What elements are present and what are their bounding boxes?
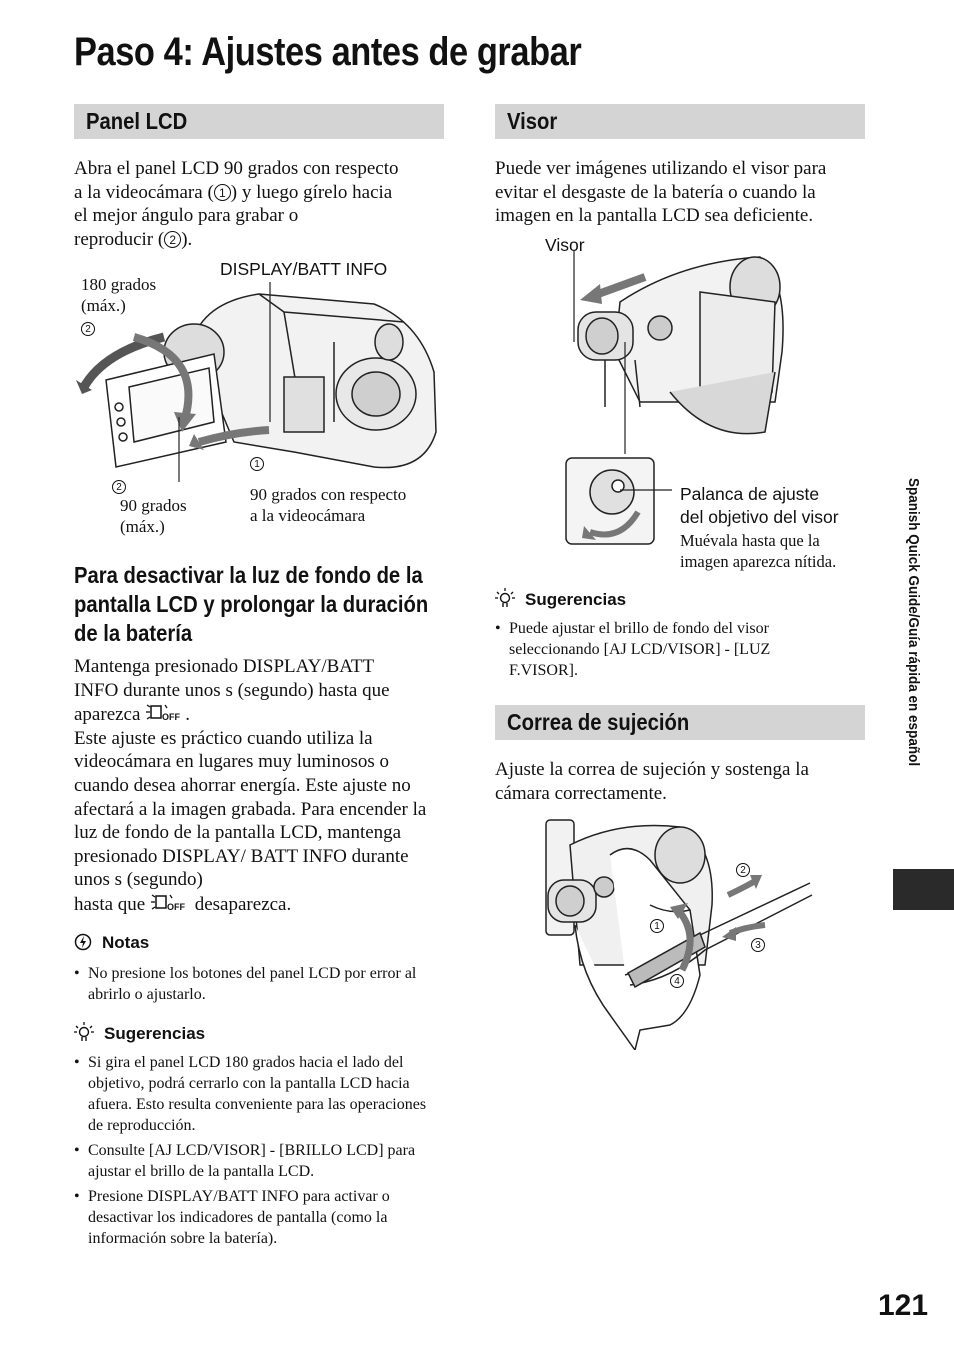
backlight-instructions: Mantenga presionado DISPLAY/BATT INFO durante unos s (segundo) hasta que aparezca OFF . Este ajuste es práctico cuando utiliza la videocámara en lugares muy luminosos o cuando desea ahorrar energía. Este ajuste no afectará a la imagen grabada. Para encender la luz de fondo de la pantalla LCD, mantenga presionado DISPLAY/ BATT INFO durante unos s (segundo) hasta que OFF desaparezca. [74, 656, 427, 915]
section-header-strap [495, 705, 865, 740]
intro-line: Abra el panel LCD 90 grados con respecto [74, 158, 399, 179]
intro-line: a la videocámara ( 1 ) y luego gírelo hacia [74, 181, 393, 203]
svg-text:OFF: OFF [166, 901, 185, 912]
section-header-panel-lcd [74, 104, 444, 139]
backlight-off-icon [145, 702, 185, 722]
note-icon [74, 933, 92, 951]
svg-text:OFF: OFF [162, 712, 181, 723]
lightbulb-icon [495, 587, 515, 609]
strap-circle-1: 1 [650, 916, 664, 934]
label-180-degrees: 180 grados (máx.) 2 [81, 275, 157, 335]
intro-line: reproducir ( 2 ). [74, 228, 193, 250]
visor-text: Puede ver imágenes utilizando el visor para evitar el desgaste de la batería o cuando la imagen en la pantalla LCD sea deficiente. [495, 158, 827, 227]
step-number-1: 1 [214, 184, 231, 201]
circle-2: 2 [81, 322, 95, 336]
camcorder-strap-illustration [540, 815, 820, 1050]
strap-circle-3: 3 [751, 935, 765, 953]
page-number: 121 [878, 1289, 929, 1322]
step-number-2: 2 [164, 231, 181, 248]
label-display-batt-info: DISPLAY/BATT INFO [220, 259, 388, 279]
side-tab-marker [893, 869, 954, 910]
section-title: Panel LCD [86, 108, 188, 134]
strap-circle-2: 2 [736, 860, 750, 878]
strap-text: Ajuste la correa de sujeción y sostenga la cámara correctamente. [495, 759, 809, 804]
backlight-subheading: Para desactivar la luz de fondo de la pantalla LCD y prolongar la duración de la batería [74, 562, 429, 646]
intro-line: el mejor ángulo para grabar o [74, 205, 299, 227]
circle-1: 1 [250, 454, 264, 472]
tips-heading: Sugerencias [495, 587, 626, 610]
list-item: • Si gira el panel LCD 180 grados hacia el lado del objetivo, podrá cerrarlo con la pantalla LCD hacia afuera. Esto resulta conveniente para las operaciones de reproducción. [74, 1052, 444, 1136]
label-lever: Palanca de ajuste del objetivo del visor Muévala hasta que la imagen aparezca nítida. [680, 484, 839, 571]
label-90-degrees-camera: 90 grados con respecto a la videocámara [250, 485, 407, 525]
strap-circle-4: 4 [670, 971, 684, 989]
page-title: Paso 4: Ajustes antes de grabar [74, 30, 582, 74]
tips-heading: Sugerencias [74, 1021, 205, 1044]
backlight-off-icon [150, 892, 190, 912]
section-title: Visor [507, 108, 558, 134]
side-guide-text: Spanish Quick Guide/Guía rápida en español [905, 478, 922, 767]
notes-heading: Notas [74, 933, 149, 953]
section-header-visor [495, 104, 865, 139]
tips-list [495, 618, 825, 685]
label-90-degrees: 2 90 grados (máx.) [112, 474, 187, 537]
list-item: • Consulte [AJ LCD/VISOR] - [BRILLO LCD] para ajustar el brillo de la pantalla LCD. [74, 1140, 444, 1182]
list-item: • Puede ajustar el brillo de fondo del visor seleccionando [AJ LCD/VISOR] - [LUZ F.VISOR]. [495, 618, 825, 681]
tips-list [74, 1052, 444, 1253]
label-visor: Visor [545, 235, 585, 255]
circle-2: 2 [112, 480, 126, 494]
section-title: Correa de sujeción [507, 709, 690, 735]
list-item: • Presione DISPLAY/BATT INFO para activar o desactivar los indicadores de pantalla (como la información sobre la batería). [74, 1186, 444, 1249]
list-item: • No presione los botones del panel LCD por error al abrirlo o ajustarlo. [74, 963, 444, 1005]
lightbulb-icon [74, 1021, 94, 1043]
notes-list [74, 963, 444, 1009]
camcorder-lcd-illustration [74, 282, 444, 482]
panel-lcd-intro [74, 157, 449, 251]
